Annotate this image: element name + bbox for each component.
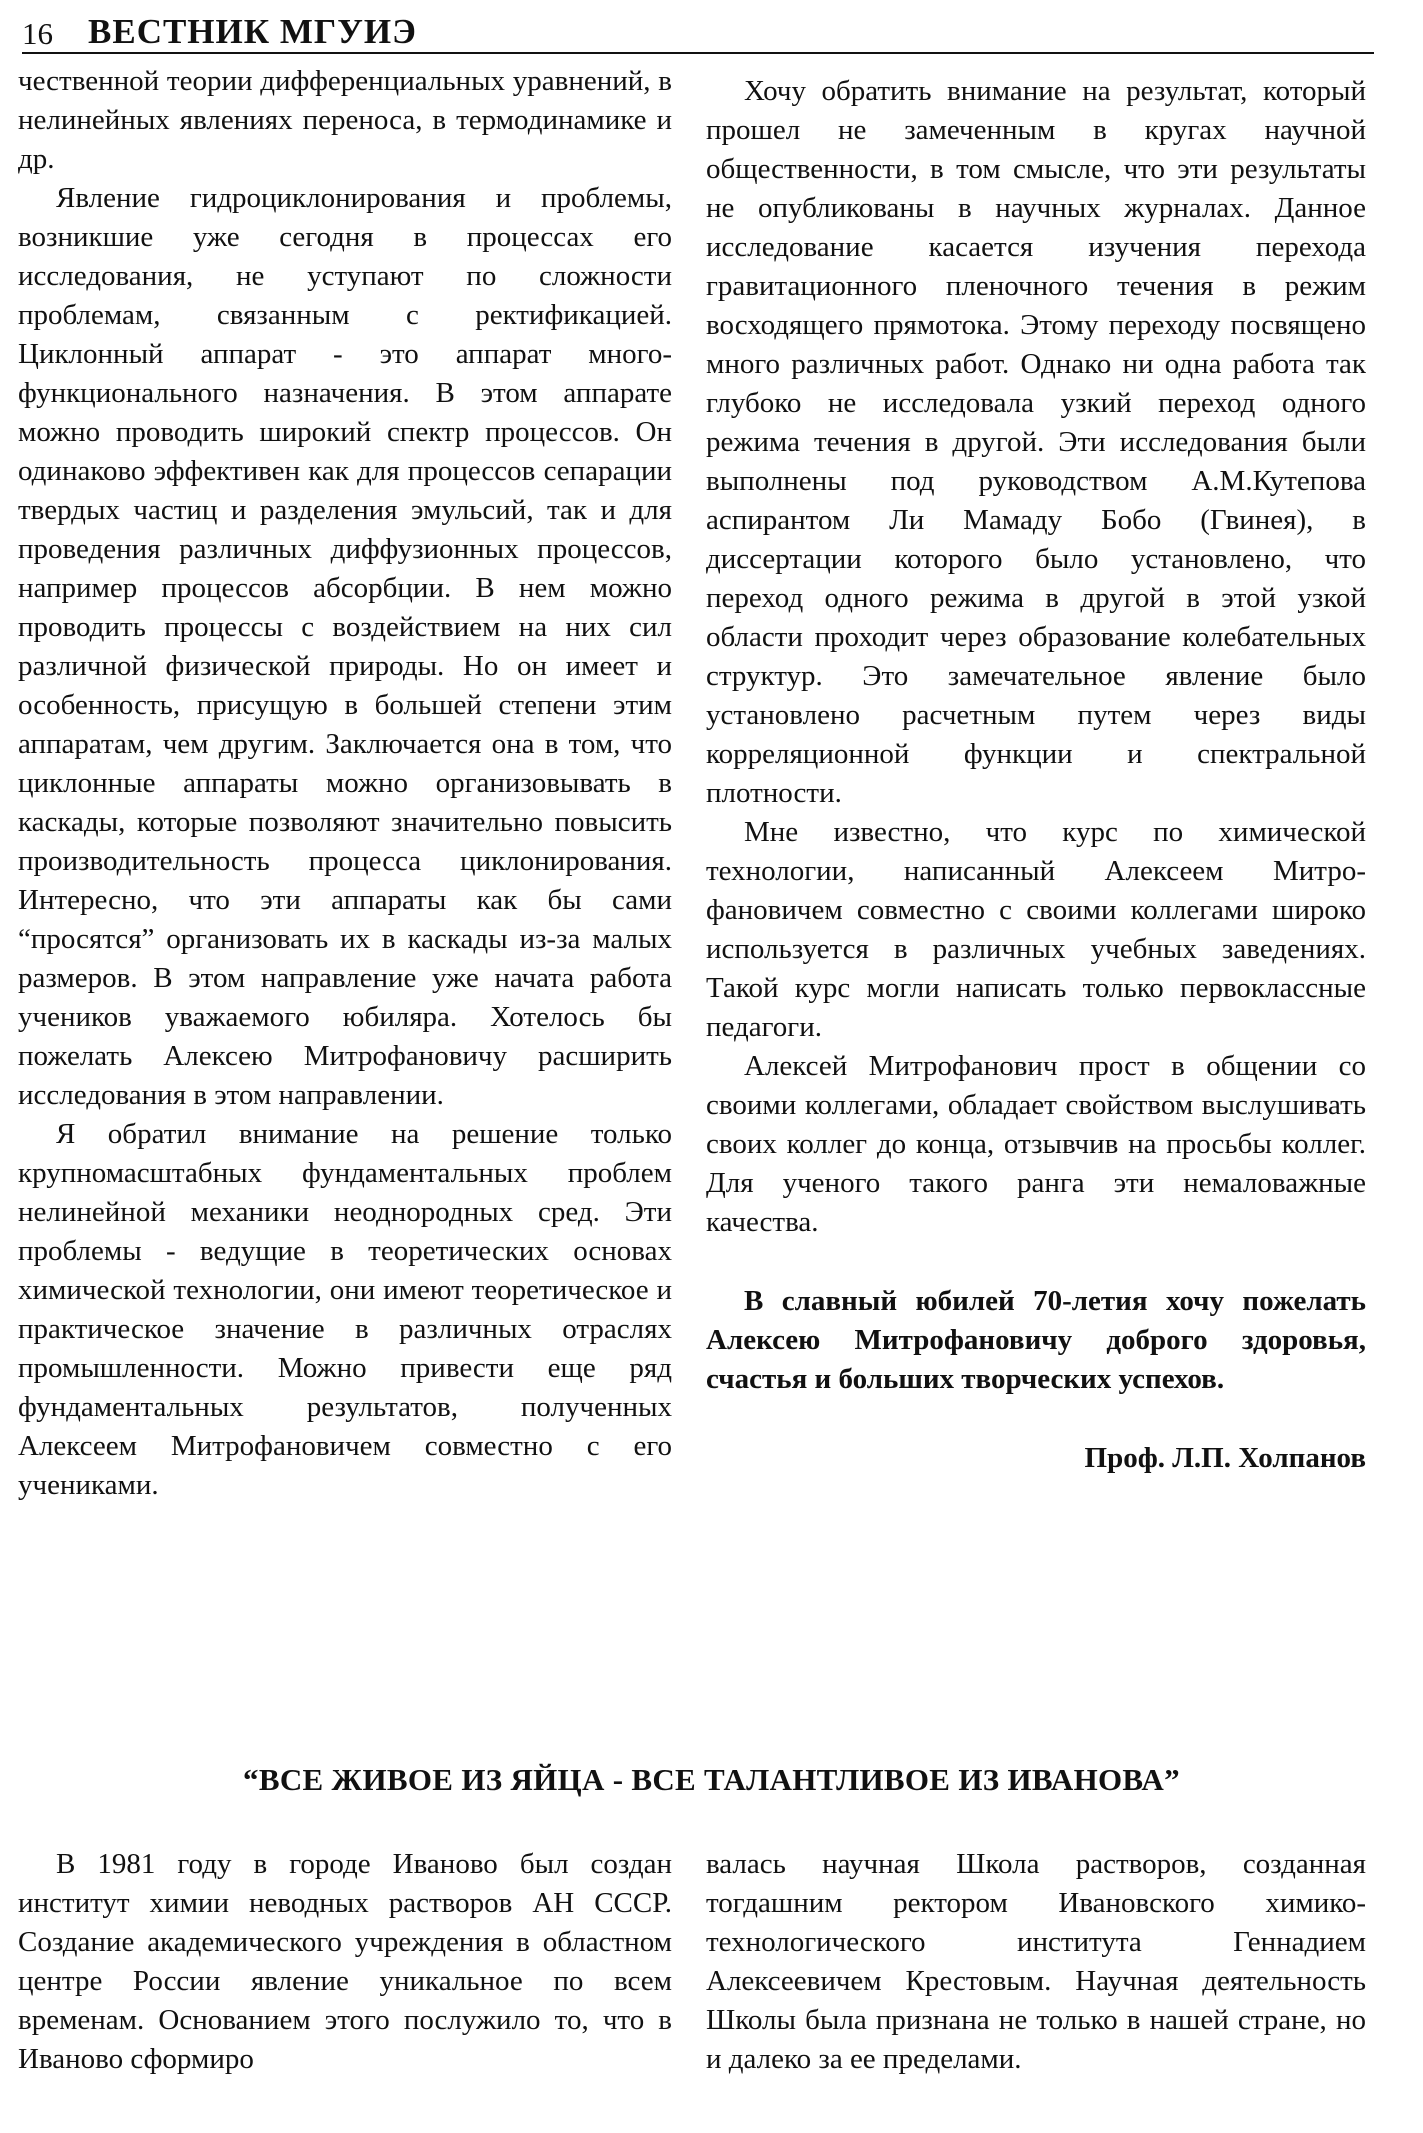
author-signature: Проф. Л.П. Холпанов xyxy=(1084,1442,1366,1474)
article1-column-left xyxy=(18,62,672,1505)
paragraph: Алексей Митрофанович прост в общении со своими коллегами, обладает свойством выслушивать своих коллег до конца, отзывчив на просьбы коллег. Для ученого такого ранга эти немаловажные качества. xyxy=(706,1050,1366,1238)
paragraph: валась научная Школа растворов, созданная тогдашним ректором Ивановского химико-технологического института Геннадием Алексеевичем Крестовым. Научная деятельность Школы была признана не только в нашей стране, но и далеко за ее пределами. xyxy=(706,1848,1366,2075)
paragraph: Явление гидроциклонирования и проблемы, возникшие уже сегодня в процессах его исследования, не уступают по сложности проблемам, связанным с ректификацией. Циклонный аппарат - это аппарат многофункционального назначения. В этом аппарате можно проводить широкий спектр процессов. Он одинаково эффективен как для процессов сепарации твердых частиц и разделения эмульсий, так и для проведения различных диффузионных процессов, например процессов абсорбции. В нем можно проводить процессы с воздействием на них сил различной физической природы. Но он имеет и особенность, присущую в большей степени этим аппаратам, чем другим. Заключается она в том, что циклонные аппараты можно организовывать в каскады, которые позволяют значительно повысить производительность процесса циклонирования. Интересно, что эти аппараты как бы сами “просятся” организовать их в каскады из-за малых размеров. В этом направление уже начата работа учеников уважаемого юбиляра. Хотелось бы пожелать Алексею Митрофановичу расширить исследования в этом направлении. xyxy=(18,182,672,1111)
article2-column-right xyxy=(706,1845,1366,2079)
paragraph: Я обратил внимание на решение только крупномасштабных фундаментальных проблем нелинейной механики неоднородных сред. Эти проблемы - ведущие в теоретических основах химической технологии, они имеют теоретическое и практическое значение в различных отраслях промышленности. Можно привести еще ряд фундаментальных результатов, полученных Алексеем Митрофановичем совместно с его учениками. xyxy=(18,1118,672,1501)
paragraph: чественной теории дифференциальных уравнений, в нелинейных явлениях переноса, в термодинамике и др. xyxy=(18,65,672,175)
paragraph: Хочу обратить внимание на результат, который прошел не замеченным в кругах научной общественности, в том смысле, что эти результаты не опубликованы в научных журналах. Данное исследование касается изучения перехода гравитационного пленочного течения в режим восходящего прямотока. Этому переходу посвящено много различных работ. Однако ни одна работа так глубоко не исследовала узкий переход одного режима течения в другой. Эти исследования были выполнены под руководством А.М.Кутепова аспирантом Ли Мамаду Бобо (Гвинея), в диссертации которого было установлено, что переход одного режима в другой в этой узкой области проходит через образование колебательных структур. Это замечательное явление было установлено расчетным путем через виды корреляционной функции и спектральной плотности. xyxy=(706,75,1366,809)
greeting: В славный юбилей 70-летия хочу пожелать Алексею Митрофановичу доброго здоровья, счастья и больших творческих успехов. xyxy=(706,1285,1366,1395)
running-head xyxy=(22,8,1374,54)
article1-column-right xyxy=(706,72,1366,1478)
header-rule xyxy=(22,52,1374,54)
article2-column-left xyxy=(18,1845,672,2079)
article-title: “ВСЕ ЖИВОЕ ИЗ ЯЙЦА - ВСЕ ТАЛАНТЛИВОЕ ИЗ ИВАНОВА” xyxy=(243,1762,1180,1797)
paragraph: В 1981 году в городе Иваново был создан институт химии неводных растворов АН СССР. Создание академического учреждения в областном центре России явление уникальное по всем временам. Основанием этого послужило то, что в Иваново сформиро xyxy=(18,1848,672,2075)
paragraph: Мне известно, что курс по химической технологии, написанный Алексеем Митрофановичем совместно с своими коллегами широко используется в различных учебных заведениях. Такой курс могли написать только первоклассные педагоги. xyxy=(706,816,1366,1043)
page-number: 16 xyxy=(22,16,53,51)
journal-title: ВЕСТНИК МГУИЭ xyxy=(88,12,417,51)
